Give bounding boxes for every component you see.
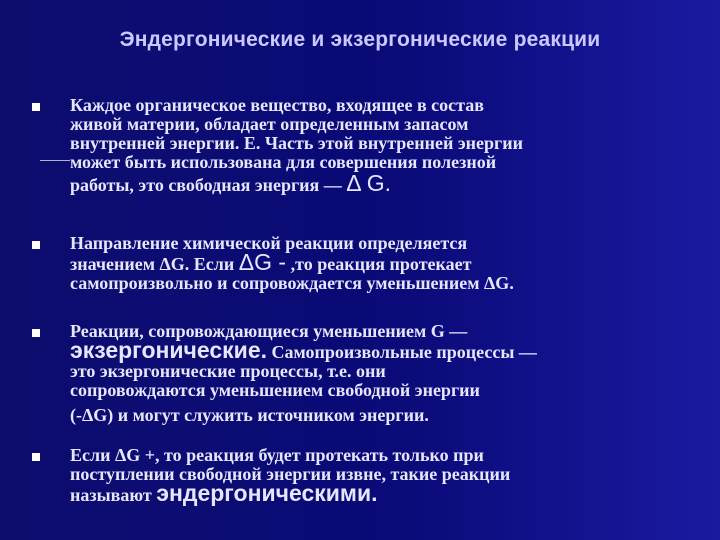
square-bullet-icon: [32, 103, 40, 111]
bullet-4-line-2: поступлении свободной энергии извне, такие реакции: [70, 464, 511, 484]
bullet-3-line-3: это экзергонические процессы, т.е. они: [70, 361, 386, 381]
exergonic-term: экзергонические.: [70, 337, 268, 363]
bullet-3-line-4: сопровождаются уменьшением свободной энергии: [70, 380, 480, 400]
bullet-1-last-prefix: работы, это свободная энергия —: [70, 175, 342, 195]
bullet-4-text: [70, 446, 690, 505]
bullet-1-line-3: внутренней энергии. Е. Часть этой внутренней энергии: [70, 133, 523, 153]
slide-title: Эндергонические и экзергонические реакции: [119, 28, 601, 51]
free-energy-symbol: Δ G.: [346, 170, 392, 196]
bullet-3-line-2: [70, 337, 690, 363]
delta-g-minus: ΔG -: [238, 249, 287, 275]
bullet-2-text: [70, 234, 690, 293]
bullet-4-line-1: Если ΔG +, то реакция будет протекать только при: [70, 445, 484, 465]
divider-line: [40, 160, 70, 161]
bullet-3-line-2-b: Самопроизвольные процессы —: [267, 342, 537, 362]
bullet-2-line-2-a: значением ΔG. Если: [70, 254, 235, 274]
bullet-1-text: [70, 96, 690, 195]
bullet-2-line-3: самопроизвольно и сопровождается уменьшением ΔG.: [70, 273, 514, 293]
square-bullet-icon: [32, 329, 40, 337]
bullet-2-line-2-c: ,то реакция протекает: [286, 254, 472, 274]
bullet-1-line-4: может быть использована для совершения полезной: [70, 152, 497, 172]
bullet-3-line-1: Реакции, сопровождающиеся уменьшением G —: [70, 321, 468, 341]
bullet-3-text: [70, 322, 690, 425]
bullet-1-line-1: Каждое органическое вещество, входящее в состав: [70, 95, 484, 115]
bullet-2-line-1: Направление химической реакции определяется: [70, 233, 468, 253]
square-bullet-icon: [32, 241, 40, 249]
bullet-4-line-3: [70, 480, 690, 506]
bullet-1-line-5: [70, 170, 690, 196]
bullet-1-line-2: живой материи, обладает определенным запасом: [70, 114, 469, 134]
endergonic-term: эндергоническими.: [156, 480, 378, 506]
bullet-4-line-3-a: называют: [70, 485, 157, 505]
square-bullet-icon: [32, 453, 40, 461]
bullet-2-line-2: [70, 249, 690, 275]
bullet-3-line-5: (-ΔG) и могут служить источником энергии.: [70, 405, 429, 425]
